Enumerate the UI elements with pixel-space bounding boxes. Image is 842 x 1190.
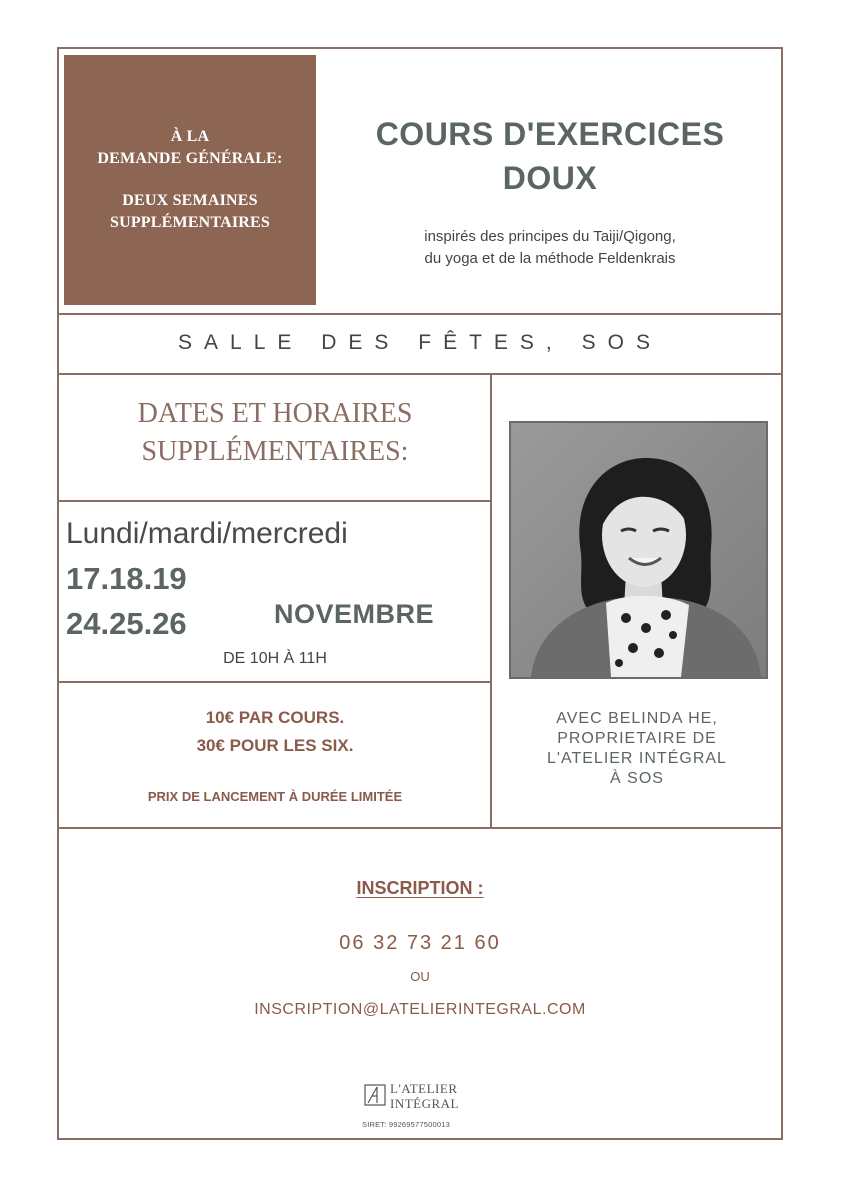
badge-line-4: SUPPLÉMENTAIRES xyxy=(109,214,271,231)
title-line-2: DOUX xyxy=(502,160,598,196)
divider-bottom xyxy=(59,827,783,829)
portrait-illustration xyxy=(511,423,766,677)
price-all-six: 30€ POUR LES SIX. xyxy=(196,736,354,755)
subtitle-line-2: du yoga et de la méthode Feldenkrais xyxy=(424,250,676,267)
dates-heading-line-1: DATES ET HORAIRES xyxy=(137,398,413,429)
venue-label: SALLE DES FÊTES, SOS xyxy=(178,331,662,354)
badge-line-1: À LA xyxy=(170,128,210,145)
divider-prices xyxy=(59,681,491,683)
logo-line-2: INTÉGRAL xyxy=(390,1096,459,1111)
title-line-1: COURS D'EXERCICES xyxy=(375,116,725,152)
badge-line-2: DEMANDE GÉNÉRALE: xyxy=(97,150,283,167)
teacher-caption xyxy=(493,709,781,789)
teacher-line-1: AVEC BELINDA HE, xyxy=(556,710,718,727)
atelier-logo-text xyxy=(390,1081,459,1111)
badge-line-3: DEUX SEMAINES xyxy=(122,192,258,209)
teacher-line-3: L'ATELIER INTÉGRAL xyxy=(547,750,727,767)
price-per-class: 10€ PAR COURS. xyxy=(205,708,345,727)
teacher-photo xyxy=(509,421,768,679)
dates-week-2: 24.25.26 xyxy=(66,606,187,641)
phone-number[interactable]: 06 32 73 21 60 xyxy=(339,932,501,954)
logo-line-1: L'ATELIER xyxy=(390,1081,458,1096)
dates-heading-line-2: SUPPLÉMENTAIRES: xyxy=(141,436,409,467)
hours-label: DE 10H À 11H xyxy=(223,650,327,667)
page-title xyxy=(320,112,780,200)
atelier-logo-icon xyxy=(364,1084,386,1106)
divider-venue xyxy=(59,373,783,375)
divider-top xyxy=(59,313,783,315)
dates-heading xyxy=(59,395,491,471)
teacher-line-4: À SOS xyxy=(610,770,664,787)
registration-title: INSCRIPTION : xyxy=(356,878,484,898)
email-link[interactable]: INSCRIPTION@LATELIERINTEGRAL.COM xyxy=(254,1001,586,1018)
announcement-badge xyxy=(64,55,316,305)
dates-week-1: 17.18.19 xyxy=(66,561,187,596)
teacher-line-2: PROPRIETAIRE DE xyxy=(557,730,717,747)
days-label: Lundi/mardi/mercredi xyxy=(66,517,348,550)
subtitle xyxy=(320,226,780,270)
subtitle-line-1: inspirés des principes du Taiji/Qigong, xyxy=(424,228,676,245)
launch-price-note: PRIX DE LANCEMENT À DURÉE LIMITÉE xyxy=(147,789,403,804)
siret-number: SIRET: 99269577500013 xyxy=(362,1120,451,1129)
month-label: NOVEMBRE xyxy=(274,599,435,629)
divider-dates-heading xyxy=(59,500,491,502)
or-label: OU xyxy=(410,969,430,984)
